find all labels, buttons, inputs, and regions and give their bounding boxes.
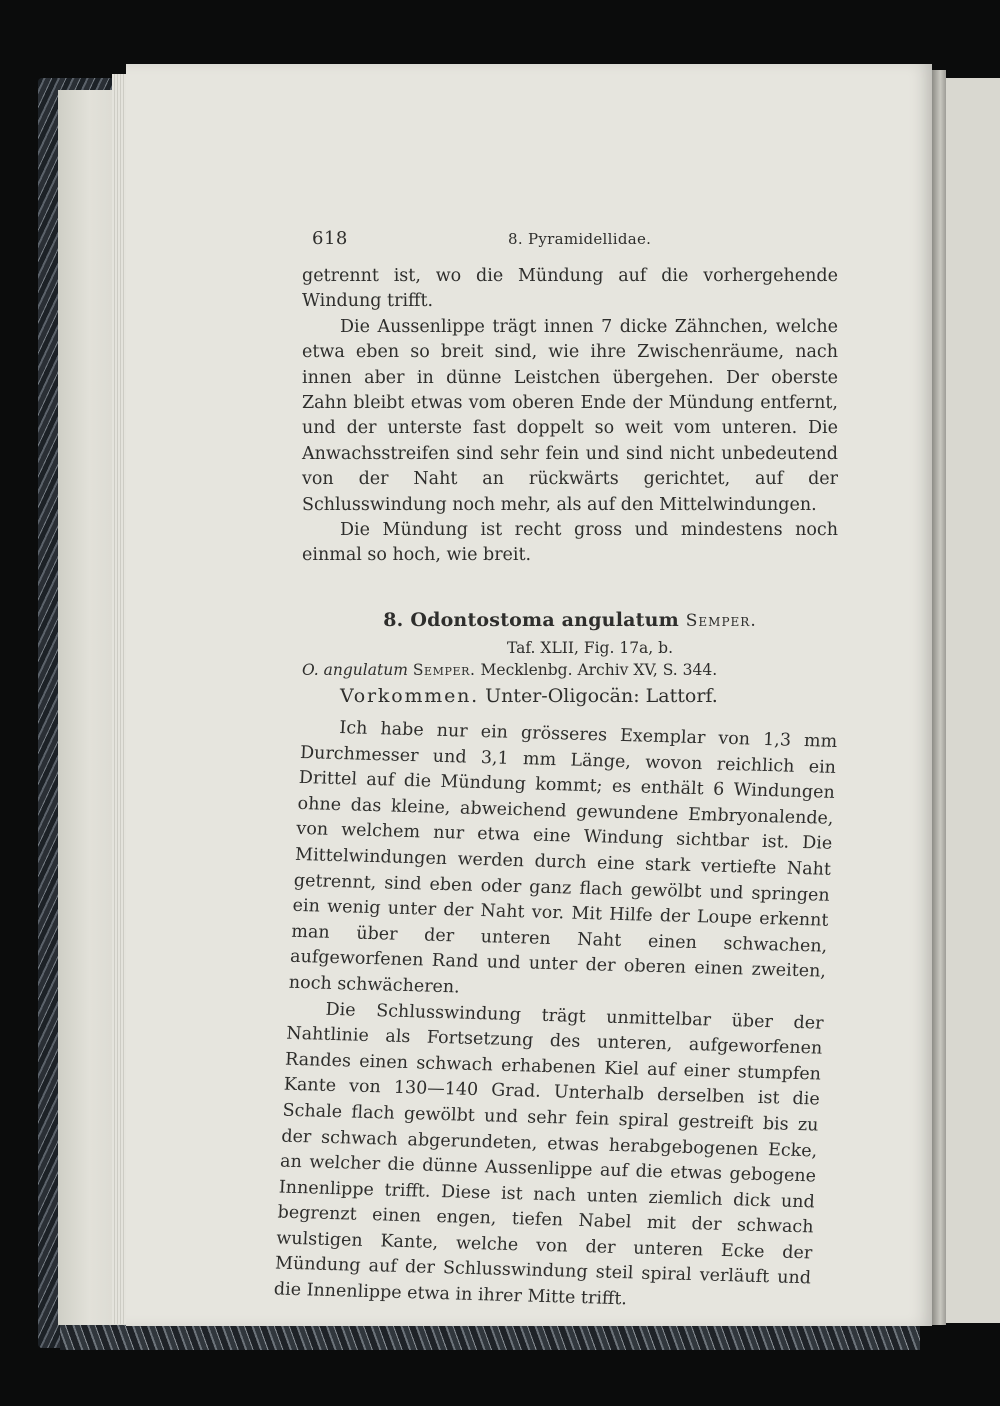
synonym-author: Semper. bbox=[412, 660, 476, 679]
page-number: 618 bbox=[312, 228, 348, 249]
species-heading bbox=[302, 609, 838, 631]
occurrence-line bbox=[340, 685, 838, 707]
occurrence-label: Vorkommen. bbox=[340, 684, 480, 707]
page-content bbox=[273, 226, 838, 1310]
paragraph: Die Schlusswindung trägt unmittelbar über der Nahtlinie als Fortsetzung des unteren, aufgeworfenen Randes einen schwach erhabenen Kiel auf einer stumpfen Kante von 130—140 Grad. Unterhalb derselben ist die Schale flach gewölbt und sehr fein spiral gestreift bis zu der schwach abgerundeten, etwas herabgebogenen Ecke, an welcher die dünne Aussenlippe auf die etwas gebogene Innenlippe trifft. Diese ist nach unten ziemlich dick und begrenzt einen engen, tiefen Nabel mit der schwach wulstigen Kante, welche von der unteren Ecke der Mündung auf der Schlusswindung steil spiral verläuft und die Innenlippe etwa in ihrer Mitte trifft. bbox=[273, 999, 824, 1310]
plate-reference: Taf. XLII, Fig. 17a, b. bbox=[507, 638, 673, 657]
book-gutter bbox=[932, 70, 946, 1325]
species-number: 8. bbox=[383, 608, 404, 631]
species-name: Odontostoma angulatum bbox=[410, 608, 679, 631]
paragraph: Ich habe nur ein grösseres Exemplar von 1,3 mm Durchmesser und 3,1 mm Länge, wovon reichlich ein Drittel auf die Mündung kommt; es enthält 6 Windungen ohne das kleine, abweichend gewundene Embryonalende, von welchem nur etwa eine Windung sichtbar ist. Die Mittelwindungen werden durch eine stark vertiefte Naht getrennt, sind eben oder ganz flach gewölbt und springen ein wenig unter der Naht vor. Mit Hilfe der Loupe erkennt man über der unteren Naht einen schwachen, aufgeworfenen Rand und unter der oberen einen zweiten, noch schwächeren. bbox=[288, 717, 838, 998]
text-block-top bbox=[302, 264, 838, 569]
paragraph: Die Aussenlippe trägt innen 7 dicke Zähnchen, welche etwa eben so breit sind, wie ihre Zwischenräume, nach innen aber in dünne Leistchen übergehen. Der oberste Zahn bleibt etwas vom oberen Ende der Mündung entfernt, und der unterste fast doppelt so weit vom unteren. Die Anwachsstreifen sind sehr fein und sind nicht unbedeutend von der Naht an rückwärts gerichtet, auf der Schlusswindung noch mehr, als auf den Mittelwindungen. bbox=[302, 316, 838, 515]
paragraph: getrennt ist, wo die Mündung auf die vorhergehende Windung trifft. bbox=[302, 266, 838, 312]
synonym-species: O. angulatum bbox=[302, 660, 408, 679]
running-head bbox=[302, 226, 838, 256]
synonym-reference: Mecklenbg. Archiv XV, S. 344. bbox=[480, 660, 718, 679]
species-author: Semper. bbox=[685, 610, 757, 631]
text-block-bottom bbox=[273, 715, 838, 1318]
synonymy-line bbox=[302, 661, 838, 679]
running-title: 8. Pyramidellidae. bbox=[508, 230, 652, 248]
facing-page-edge bbox=[946, 78, 1000, 1323]
paragraph: Die Mündung ist recht gross und mindestens noch einmal so hoch, wie breit. bbox=[302, 520, 838, 566]
occurrence-value: Unter-Oligocän: Lattorf. bbox=[485, 684, 718, 707]
